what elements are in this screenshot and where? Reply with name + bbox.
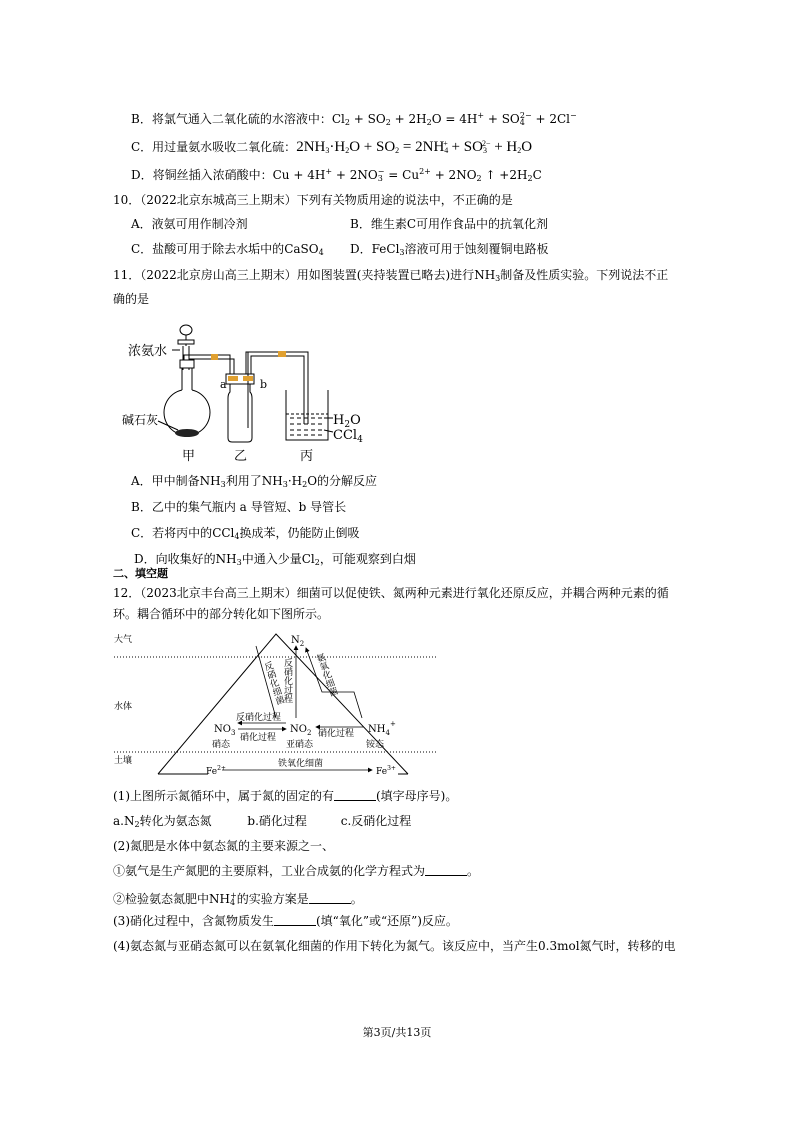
q12-part2: (2)氮肥是水体中氨态氮的主要来源之一、 (113, 839, 334, 853)
label-jia: 甲 (182, 449, 196, 464)
fe3-label: $Fe^{3+}$ (376, 765, 396, 777)
q12-part2-1: ①氨气是生产氮肥的主要原料，工业合成氨的化学方程式为 。 (113, 864, 480, 878)
q12-stem-line1: 12．（2023北京丰台高三上期末）细菌可以促使铁、氮两种元素进行氧化还原反应，并耦合两种元素的循 (113, 586, 669, 600)
answer-blank-4[interactable] (274, 914, 316, 926)
outer-cycle-frame (158, 634, 408, 774)
iron-bacteria-label: 铁氧化细菌 (278, 759, 324, 769)
q12-stem-line2: 环。耦合循环中的部分转化如下图所示。 (113, 607, 330, 621)
answer-blank-3[interactable] (309, 892, 351, 904)
q9-option-b: B．将氯气通入二氧化硫的水溶液中：$Cl_2 + SO_2 + 2H_2O = 4H^+ + SO_4^{2-} + 2Cl^-$ (131, 111, 577, 127)
diag-left-label: 反硝化细菌 (261, 660, 285, 707)
delivery-tube-2 (246, 352, 308, 424)
zone-water-label: 水体 (114, 702, 133, 712)
label-bing: 丙 (300, 449, 314, 464)
zone-soil-label: 土壤 (114, 756, 133, 766)
rubber-joint-3 (243, 376, 253, 381)
flask-jia (164, 360, 210, 435)
q11-stem-line1: 11．（2022北京房山高三上期末）用如图装置(夹持装置已略去)进行$NH_3$制备及性质实验。下列说法不正 (113, 268, 669, 283)
q12-cycle-figure (110, 628, 440, 780)
rubber-joint-4 (278, 351, 286, 357)
rubber-joint-1 (211, 354, 218, 360)
q9-option-d: D．将铜丝插入浓硝酸中：$Cu + 4H^+ + 2NO_3^- = Cu^{2+} + 2NO_2$ ↑ $+2H_2C$ (131, 167, 542, 183)
label-soda-lime: 碱石灰 (122, 413, 159, 427)
fe2-label: $Fe^{2+}$ (206, 765, 226, 777)
answer-blank-1[interactable] (334, 789, 376, 801)
soda-lime-solid (175, 429, 199, 437)
nit-process-label: 硝化过程 (240, 733, 277, 743)
q12-part3: (3)硝化过程中，含氮物质发生 (填“氧化”或“还原”)反应。 (113, 914, 458, 928)
q10-stem: 10．（2022北京东城高三上期末）下列有关物质用途的说法中，不正确的是 (113, 193, 513, 207)
no2-label: $NO_2$ (290, 724, 312, 737)
label-ammonia: 浓氨水 (128, 344, 168, 359)
q11-option-c: C．若将丙中的CCl$_4$换成苯，仍能防止倒吸 (131, 526, 360, 541)
q11-option-d: D．向收集好的$NH_3$中通入少量$Cl_2$，可能观察到白烟 (134, 552, 416, 567)
denit-process-label: 反硝化过程 (236, 713, 282, 723)
label-ccl4: CCl$_4$ (333, 428, 363, 445)
q11-option-a: A．甲中制备$NH_3$利用了$NH_3\cdot H_2O$的分解反应 (131, 474, 378, 489)
nitrite-label: 亚硝态 (286, 740, 314, 750)
answer-blank-2[interactable] (425, 864, 467, 876)
label-yi: 乙 (234, 449, 248, 464)
nitrate-label: 硝态 (212, 740, 231, 750)
q12-part2-2: ②检验氨态氮肥中$NH_4^+$的实验方案是 。 (113, 891, 363, 907)
nit-process-label-2: 硝化过程 (318, 729, 355, 739)
n2-label: $N_2$ (291, 635, 305, 648)
zone-atmosphere-label: 大气 (114, 635, 133, 645)
q11-option-b: B．乙中的集气瓶内 a 导管短、b 导管长 (131, 500, 347, 514)
no3-label: $NO_3$ (214, 724, 236, 737)
rubber-joint-2 (228, 376, 238, 381)
beaker-bing (286, 390, 333, 440)
q9-option-c: C．用过量氨水吸收二氧化硫：$2NH_3\cdot H_2O + SO_2 = 2NH_4^+ + SO_3^{2-} + H_2O$ (131, 139, 533, 155)
nh4-label: $NH_4^+$ (368, 720, 396, 737)
diag-right-label: 氨氧化细菌 (313, 652, 339, 698)
q12-part1: (1)上图所示氮循环中，属于氮的固定的有 (填字母序号)。 (113, 789, 458, 803)
label-a: a (220, 378, 227, 391)
label-h2o: $H_2O$ (333, 413, 361, 430)
q11-apparatus-figure (120, 318, 370, 466)
q10-option-c: C．盐酸可用于除去水垢中的CaSO$_4$ (131, 242, 324, 257)
q12-part4: (4)氨态氮与亚硝态氮可以在氨氧化细菌的作用下转化为氮气。该反应中，当产生0.3mol氮气时，转移的电 (113, 939, 676, 953)
section-heading: 二、填空题 (113, 567, 168, 580)
label-b: b (260, 378, 268, 391)
q10-option-a: A．液氨可用作制冷剂 (131, 217, 248, 231)
q12-options: $a.N_2$转化为氨态氮 b.硝化过程 c.反硝化过程 (113, 814, 412, 829)
q10-option-b: B．维生素C可用作食品中的抗氧化剂 (350, 217, 549, 231)
q10-option-d: D．FeCl$_3$溶液可用于蚀刻覆铜电路板 (350, 242, 549, 257)
ammonium-label: 铵态 (366, 740, 385, 750)
q11-stem-line2: 确的是 (113, 292, 150, 306)
page-footer: 第3页/共13页 (362, 1026, 432, 1039)
denit-vertical-label: 反硝化过程 (282, 658, 292, 703)
